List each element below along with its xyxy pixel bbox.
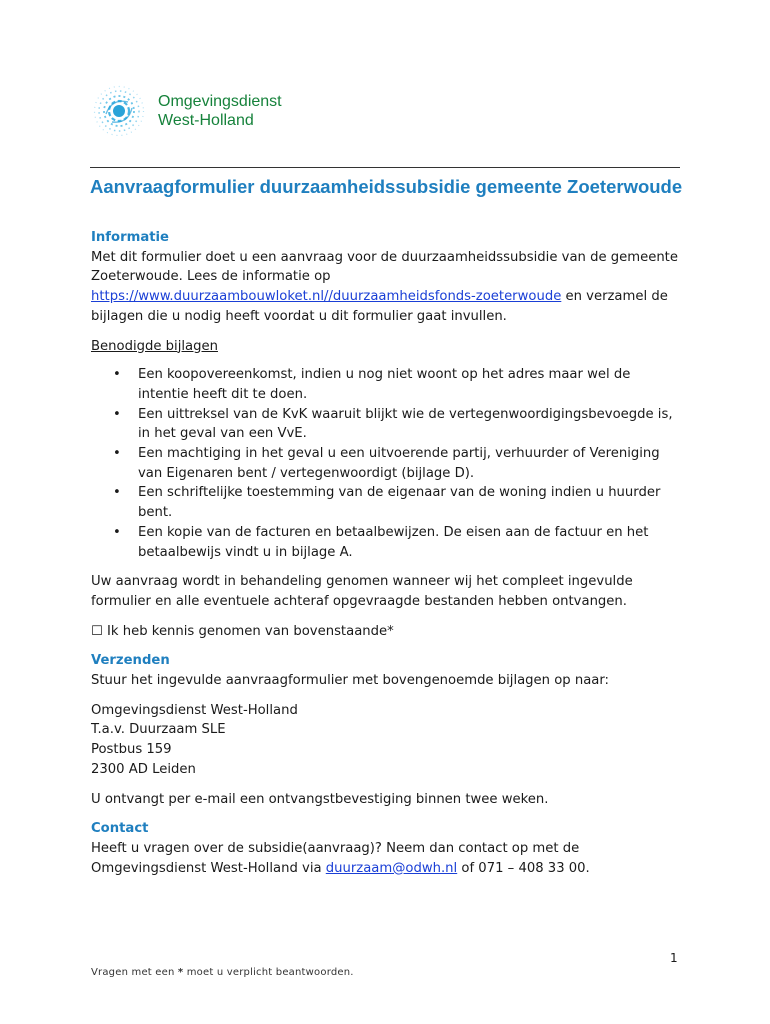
email-link[interactable]: duurzaam@odwh.nl bbox=[325, 860, 458, 876]
page-title: Aanvraagformulier duurzaamheidssubsidie gemeente Zoeterwoude bbox=[90, 176, 683, 197]
swirl-logo-icon bbox=[92, 84, 146, 138]
behandeling-paragraph: Uw aanvraag wordt in behandeling genomen wanneer wij het compleet ingevulde formulier en alle eventuele achteraf opgevraagde bestanden hebben ontvangen. bbox=[91, 574, 633, 609]
contact-text-after: of 071 – 408 33 00. bbox=[457, 860, 590, 876]
footnote bbox=[91, 967, 354, 978]
contact-paragraph bbox=[91, 839, 681, 878]
list-item: • Een koopovereenkomst, indien u nog niet woont op het adres maar wel de intentie heeft dit te doen. bbox=[91, 365, 681, 404]
logo-line-2: West-Holland bbox=[158, 112, 254, 129]
footnote-after: moet u verplicht beantwoorden. bbox=[183, 967, 354, 978]
contact-heading: Contact bbox=[91, 821, 149, 837]
informatie-text-before: Met dit formulier doet u een aanvraag voor de duurzaamheidssubsidie van de gemeente Zoeterwoude. Lees de informatie op bbox=[91, 249, 678, 285]
acknowledgement-checkbox[interactable]: ☐ bbox=[91, 623, 103, 639]
verzenden-heading: Verzenden bbox=[91, 653, 170, 669]
list-item: • Een kopie van de facturen en betaalbewijzen. De eisen aan de factuur en het betaalbewijs vindt u in bijlage A. bbox=[91, 523, 681, 562]
logo-line-1: Omgevingsdienst bbox=[158, 93, 282, 110]
header-divider bbox=[90, 167, 680, 168]
footnote-star: * bbox=[177, 967, 184, 978]
list-item: • Een machtiging in het geval u een uitvoerende partij, verhuurder of Vereniging van Eigenaren bent / vertegenwoordigt (bijlage D). bbox=[91, 444, 681, 483]
document-body bbox=[91, 228, 681, 878]
confirmation-text: U ontvangt per e-mail een ontvangstbevestiging binnen twee weken. bbox=[91, 791, 549, 807]
informatie-text-after: en verzamel de bijlagen die u nodig heeft voordat u dit formulier gaat invullen. bbox=[91, 289, 668, 324]
address-line: T.a.v. Duurzaam SLE bbox=[91, 722, 226, 738]
address-line: Omgevingsdienst West-Holland bbox=[91, 702, 298, 718]
informatie-heading: Informatie bbox=[91, 230, 170, 245]
list-item: • Een schriftelijke toestemming van de eigenaar van de woning indien u huurder bent. bbox=[91, 483, 681, 522]
bijlagen-heading: Benodigde bijlagen bbox=[91, 338, 218, 354]
address-line: 2300 AD Leiden bbox=[91, 761, 196, 777]
organisation-logo bbox=[92, 84, 292, 138]
acknowledgement-label: Ik heb kennis genomen van bovenstaande* bbox=[102, 623, 394, 639]
bijlagen-list bbox=[91, 365, 681, 562]
informatie-paragraph bbox=[91, 248, 681, 327]
page-number: 1 bbox=[670, 951, 678, 965]
footnote-before: Vragen met een bbox=[91, 967, 178, 978]
contact-text-before: Heeft u vragen over de subsidie(aanvraag)? Neem dan contact op met de Omgevingsdienst West-Holland via bbox=[91, 840, 580, 876]
duurzaambouwloket-link[interactable]: https://www.duurzaambouwloket.nl//duurzaamheidsfonds-zoeterwoude bbox=[91, 289, 562, 305]
verzenden-intro: Stuur het ingevulde aanvraagformulier met bovengenoemde bijlagen op naar: bbox=[91, 673, 610, 689]
logo-text bbox=[158, 92, 282, 130]
acknowledgement-row bbox=[91, 622, 681, 642]
address-line: Postbus 159 bbox=[91, 742, 172, 758]
list-item: • Een uittreksel van de KvK waaruit blijkt wie de vertegenwoordigingsbevoegde is, in het geval van een VvE. bbox=[91, 405, 681, 444]
